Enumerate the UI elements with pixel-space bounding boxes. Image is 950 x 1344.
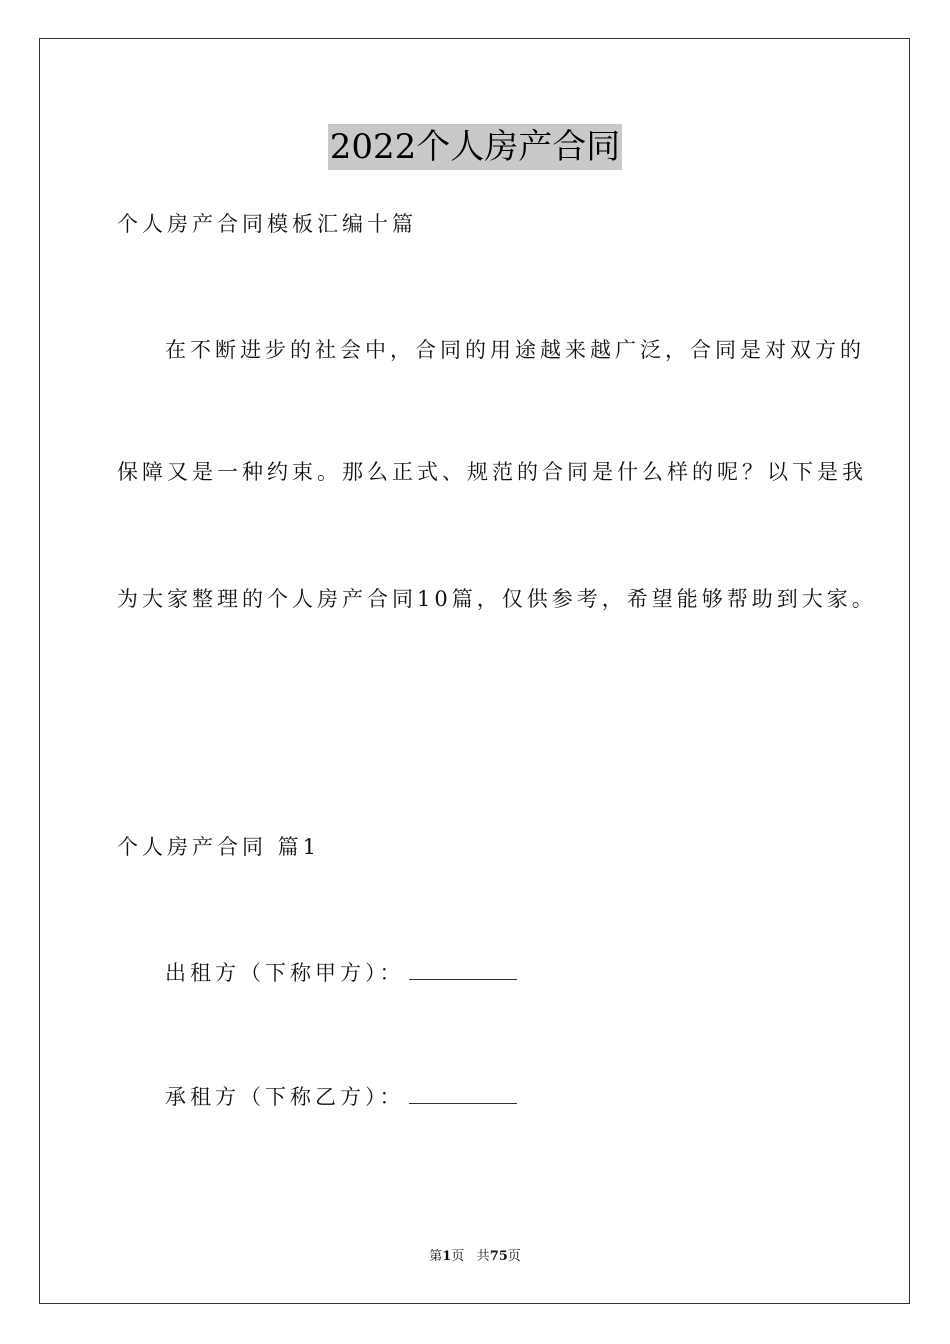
lessee-blank-line bbox=[409, 1081, 517, 1104]
intro-line-3: 为大家整理的个人房产合同10篇，仅供参考，希望能够帮助到大家。 bbox=[117, 587, 877, 611]
footer-total-pages: 75 bbox=[489, 1249, 508, 1264]
title-container bbox=[0, 124, 950, 170]
footer-page-number: 1 bbox=[442, 1249, 452, 1264]
footer-page-suffix: 页 bbox=[451, 1249, 465, 1264]
footer-page-prefix: 第 bbox=[429, 1249, 443, 1264]
document-subtitle: 个人房产合同模板汇编十篇 bbox=[117, 212, 417, 236]
lessee-label: 承租方（下称乙方）： bbox=[165, 1085, 405, 1109]
footer-total-suffix: 页 bbox=[507, 1249, 521, 1264]
section-heading: 个人房产合同 篇1 bbox=[117, 835, 321, 859]
lessor-blank-line bbox=[409, 957, 517, 980]
page-footer bbox=[0, 1248, 950, 1266]
lessor-label: 出租方（下称甲方）： bbox=[165, 961, 405, 985]
footer-total-prefix: 共 bbox=[476, 1249, 490, 1264]
intro-line-1: 在不断进步的社会中，合同的用途越来越广泛，合同是对双方的 bbox=[165, 338, 865, 362]
lessor-field bbox=[165, 957, 517, 988]
lessee-field bbox=[165, 1081, 517, 1112]
document-title: 2022个人房产合同 bbox=[328, 124, 623, 170]
intro-line-2: 保障又是一种约束。那么正式、规范的合同是什么样的呢？以下是我 bbox=[117, 460, 867, 484]
